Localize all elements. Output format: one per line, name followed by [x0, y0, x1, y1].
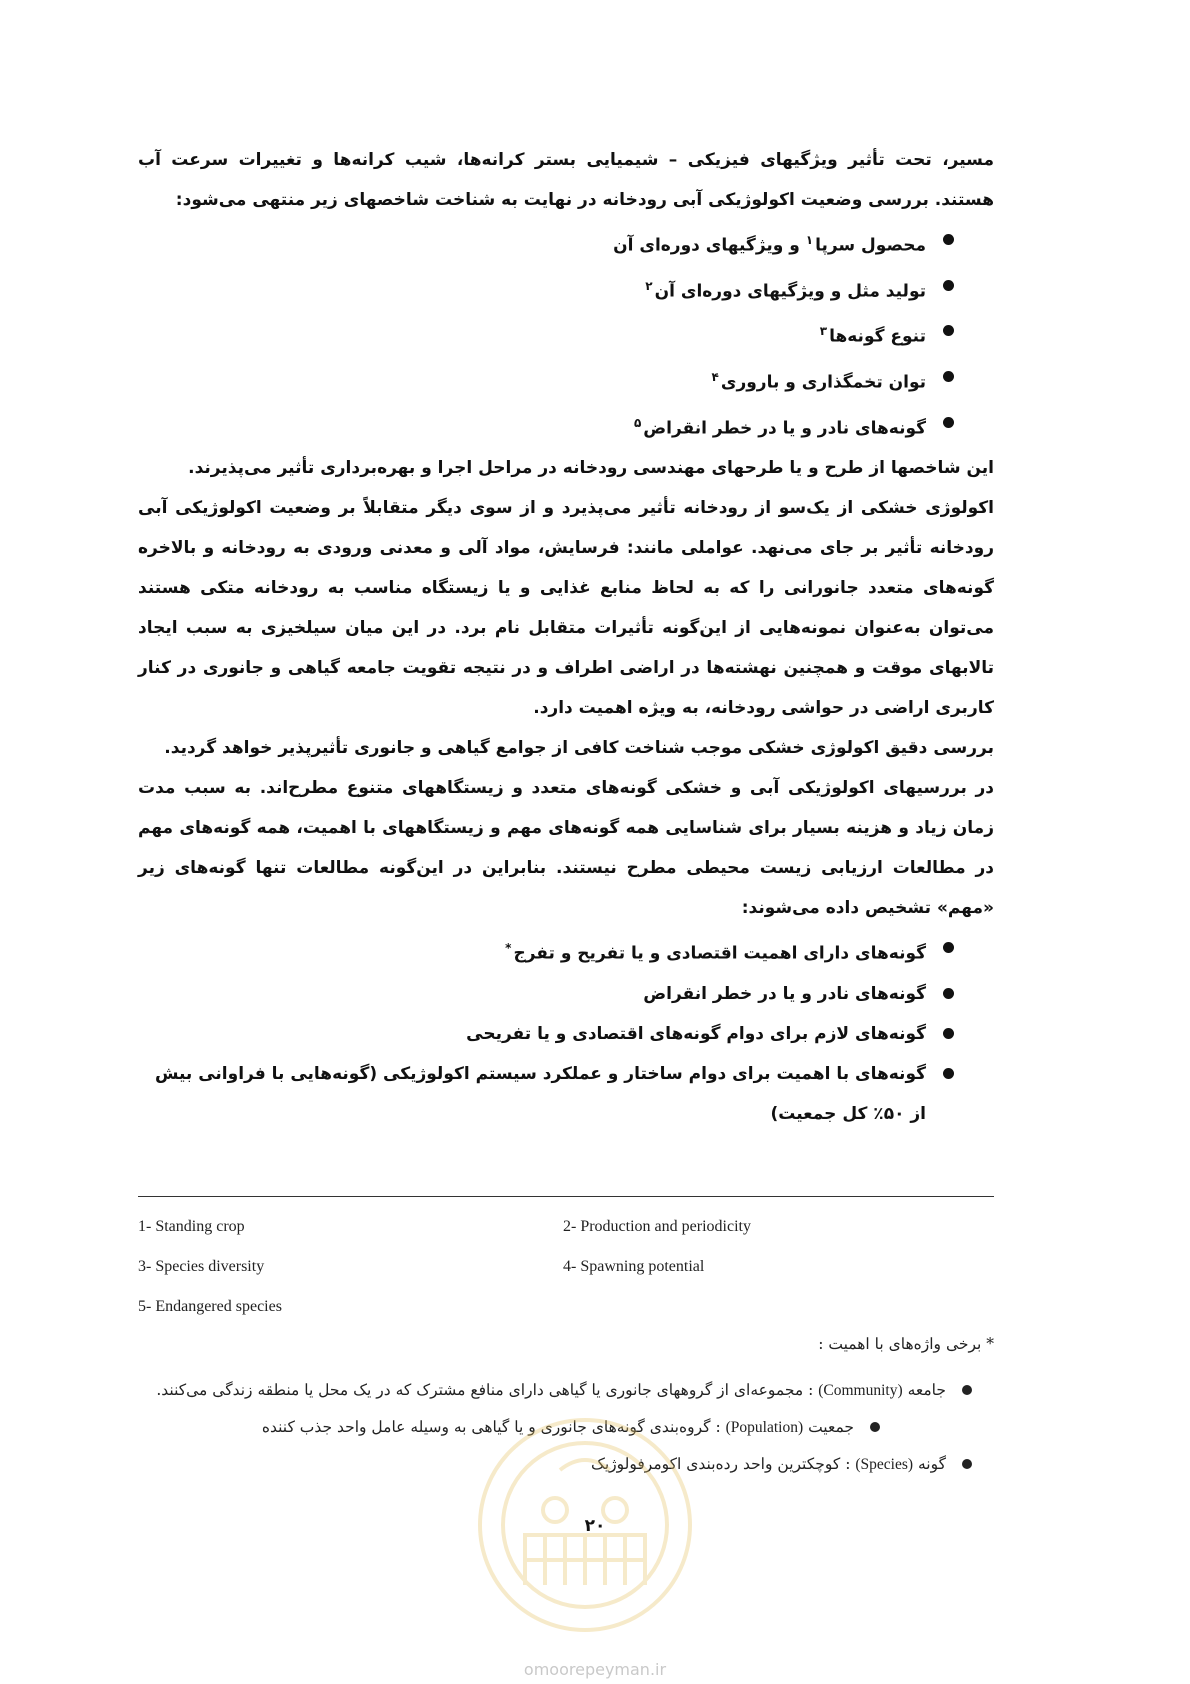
page-number: ۲۰	[584, 1516, 606, 1536]
footnote-divider	[138, 1196, 994, 1197]
bullet-icon	[943, 1068, 954, 1079]
bullet-icon	[943, 1028, 954, 1039]
footnotes	[138, 1218, 994, 1338]
list-item: توان تخمگذاری و باروری$^۴$	[138, 357, 954, 403]
list-item: گونه‌های نادر و یا در خطر انقراض	[138, 974, 954, 1014]
list-item: گونه‌های نادر و یا در خطر انقراض$^۵$	[138, 403, 954, 449]
list-item: گونه‌های لازم برای دوام گونه‌های اقتصادی و یا تفریحی	[138, 1014, 954, 1054]
footnote-5: 5- Endangered species	[138, 1298, 282, 1315]
paragraph-5: در بررسیهای اکولوژیکی آبی و خشکی گونه‌های متعدد و زیستگاههای متنوع مطرح‌اند. به سبب مدت زمان زیاد و هزینه بسیار برای شناسایی همه گونه‌های مهم و زیستگاههای با اهمیت، همه گونه‌های مهم در مطالعات ارزیابی زیست محیطی مطرح نیستند. بنابراین در این‌گونه مطالعات تنها گونه‌های زیر «مهم» تشخیص داده می‌شوند:	[138, 778, 994, 919]
indicators-list	[138, 220, 994, 448]
bullet-icon	[870, 1422, 880, 1432]
bullet-icon	[943, 988, 954, 999]
paragraph-4: بررسی دقیق اکولوژی خشکی موجب شناخت کافی از جوامع گیاهی و جانوری تأثیرپذیر خواهد گردید.	[164, 738, 994, 759]
watermark-seal-icon	[470, 1410, 700, 1640]
footnote-1: 1- Standing crop	[138, 1218, 245, 1235]
main-text	[138, 140, 994, 1134]
bullet-icon	[943, 942, 954, 953]
important-species-list	[138, 928, 994, 1134]
glossary-item: جامعه (Community) : مجموعه‌ای از گروههای جانوری یا گیاهی دارای منافع مشترک که در یک محل یا منطقه زندگی می‌کنند.	[138, 1372, 972, 1409]
footnote-3: 3- Species diversity	[138, 1258, 265, 1275]
footnote-2: 2- Production and periodicity	[563, 1218, 751, 1235]
bullet-icon	[943, 371, 954, 382]
list-item: گونه‌های با اهمیت برای دوام ساختار و عملکرد سیستم اکولوژیکی (گونه‌هایی با فراوانی بیش از ۵۰٪ کل جمعیت)	[138, 1054, 954, 1134]
list-item: تولید مثل و ویژگیهای دوره‌ای آن$^۲$	[138, 266, 954, 312]
paragraph-3: اکولوژی خشکی از یک‌سو از رودخانه تأثیر می‌پذیرد و از سوی دیگر متقابلاً بر وضعیت اکولوژیکی آبی رودخانه تأثیر بر جای می‌نهد. عواملی مانند: فرسایش، مواد آلی و معدنی ورودی به رودخانه و بالاخره گونه‌های متعدد جانورانی را که به لحاظ منابع غذایی و یا زیستگاه مناسب به رودخانه متکی هستند می‌توان به‌عنوان نمونه‌هایی از این‌گونه تأثیرات متقابل نام برد. در این میان سیلخیزی به سبب ایجاد تالابهای موقت و همچنین نهشته‌ها در اراضی اطراف و در نتیجه تقویت جامعه گیاهی و جانوری در کنار کاربری اراضی در حواشی رودخانه، به ویژه اهمیت دارد.	[138, 498, 994, 719]
bullet-icon	[943, 234, 954, 245]
bullet-icon	[962, 1459, 972, 1469]
footnote-4: 4- Spawning potential	[563, 1258, 705, 1275]
list-item: گونه‌های دارای اهمیت اقتصادی و یا تفریح و تفرج*	[138, 928, 954, 974]
glossary-item: گونه (Species) : کوچکترین واحد رده‌بندی اکومرفولوژیک	[138, 1446, 972, 1483]
bullet-icon	[962, 1385, 972, 1395]
glossary-title: * برخی واژه‌های با اهمیت :	[818, 1335, 994, 1353]
bullet-icon	[943, 325, 954, 336]
paragraph-1: مسیر، تحت تأثیر ویژگیهای فیزیکی – شیمیایی بستر کرانه‌ها، شیب کرانه‌ها و تغییرات سرعت آب هستند. بررسی وضعیت اکولوژیکی آبی رودخانه در نهایت به شناخت شاخصهای زیر منتهی می‌شود:	[138, 150, 994, 210]
glossary-item: جمعیت (Population) : گروه‌بندی گونه‌های جانوری و یا گیاهی به وسیله عامل واحد جذب کننده	[138, 1409, 972, 1446]
list-item: تنوع گونه‌ها$^۳$	[138, 311, 954, 357]
bullet-icon	[943, 417, 954, 428]
watermark-caption: omoorepeyman.ir	[523, 1660, 667, 1679]
paragraph-2: این شاخصها از طرح و یا طرحهای مهندسی رودخانه در مراحل اجرا و بهره‌برداری تأثیر می‌پذیرند.	[188, 458, 994, 479]
bullet-icon	[943, 280, 954, 291]
list-item: محصول سرپا$^۱$ و ویژگیهای دوره‌ای آن	[138, 220, 954, 266]
